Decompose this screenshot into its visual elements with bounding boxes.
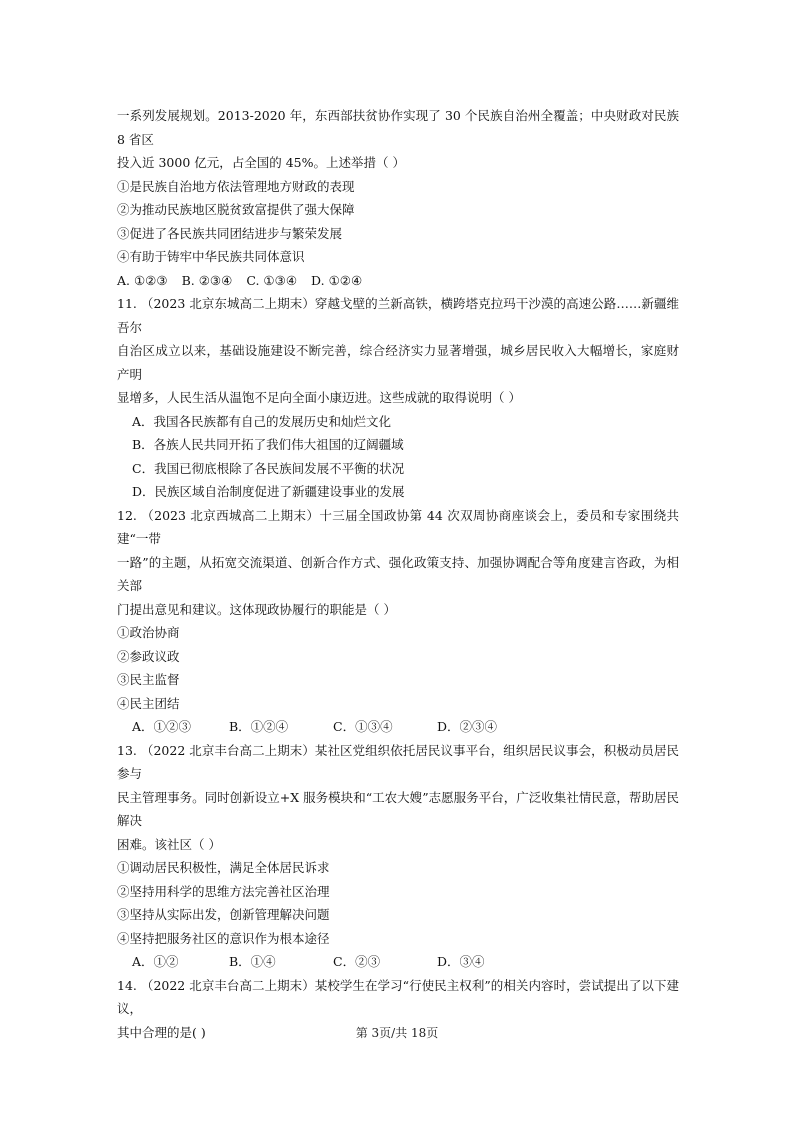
q13-stem-line2: 民主管理事务。同时创新设立+X 服务模块和“工农大嫂”志愿服务平台，广泛收集社情民意，帮助居民解决 <box>117 789 679 828</box>
q10-option-c: C. ①③④ <box>246 272 298 288</box>
q13-option-c: C．②③ <box>333 954 381 969</box>
q11-option-a: A．我国各民族都有自己的发展历史和灿烂文化 <box>132 413 392 429</box>
q12-statement-1: ①政治协商 <box>117 625 180 640</box>
q10-stem-line1: 一系列发展规划。2013-2020 年，东西部扶贫协作实现了 30 个民族自治州全覆盖；中央财政对民族 8 省区 <box>117 108 679 147</box>
q13-statement-4: ④坚持把服务社区的意识作为根本途径 <box>117 930 330 946</box>
q13-stem-line3: 困难。该社区（ ） <box>117 836 221 852</box>
q10-statement-2: ②为推动民族地区脱贫致富提供了强大保障 <box>117 202 355 217</box>
q12-statement-4: ④民主团结 <box>117 695 180 711</box>
page-footer: 第 3页/共 18页 <box>355 1026 439 1040</box>
q10-stem-line2: 投入近 3000 亿元，占全国的 45%。上述举措（ ） <box>117 155 405 170</box>
q11-option-d: D．民族区域自治制度促进了新疆建设事业的发展 <box>132 484 405 499</box>
q12-statement-3: ③民主监督 <box>117 672 180 687</box>
q12-option-b: B．①②④ <box>229 719 289 734</box>
q12-option-c: C．①③④ <box>333 719 393 734</box>
q13-statement-3: ③坚持从实际出发，创新管理解决问题 <box>117 907 330 922</box>
q11-stem-line3: 显增多，人民生活从温饱不足向全面小康迈进。这些成就的取得说明（ ） <box>117 390 521 405</box>
q10-statement-3: ③促进了各民族共同团结进步与繁荣发展 <box>117 225 343 241</box>
document-page <box>117 104 679 1044</box>
q11-option-c: C．我国已彻底根除了各民族间发展不平衡的状况 <box>132 460 405 476</box>
q13-statement-2: ②坚持用科学的思维方法完善社区治理 <box>117 883 330 899</box>
q14-stem-line1: 14. （2022 北京丰台高二上期末）某校学生在学习“行使民主权利”的相关内容时，尝试提出了以下建议， <box>117 977 679 1016</box>
q12-statement-2: ②参政议政 <box>117 648 180 664</box>
q11-stem-line1: 11. （2023 北京东城高二上期末）穿越戈壁的兰新高铁，横跨塔克拉玛干沙漠的高速公路……新疆维吾尔 <box>117 296 679 335</box>
q12-option-a: A．①②③ <box>132 719 192 734</box>
q13-options <box>117 950 679 974</box>
q10-options <box>117 269 679 293</box>
q10-option-b: B. ②③④ <box>181 272 233 288</box>
q13-option-d: D．③④ <box>437 954 485 969</box>
q12-stem-line3: 门提出意见和建议。这体现政协履行的职能是（ ） <box>117 601 396 617</box>
q13-option-a: A．①② <box>132 954 179 969</box>
q10-statement-4: ④有助于铸牢中华民族共同体意识 <box>117 249 305 264</box>
q13-stem-line1: 13. （2022 北京丰台高二上期末）某社区党组织依托居民议事平台，组织居民议事会，积极动员居民参与 <box>117 742 679 781</box>
q12-option-d: D．②③④ <box>437 719 498 734</box>
q11-stem-line2: 自治区成立以来，基础设施建设不断完善，综合经济实力显著增强，城乡居民收入大幅增长，家庭财产明 <box>117 343 679 382</box>
q13-statement-1: ①调动居民积极性，满足全体居民诉求 <box>117 860 330 875</box>
q12-stem-line2: 一路”的主题，从拓宽交流渠道、创新合作方式、强化政策支持、加强协调配合等角度建言咨政，为相关部 <box>117 554 679 593</box>
q12-stem-line1: 12. （2023 北京西城高二上期末）十三届全国政协第 44 次双周协商座谈会上，委员和专家围绕共建“一带 <box>117 507 679 546</box>
q11-option-b: B．各族人民共同开拓了我们伟大祖国的辽阔疆域 <box>132 437 404 452</box>
q14-stem-line2: 其中合理的是( ) <box>117 1024 206 1040</box>
q13-option-b: B．①④ <box>229 954 276 969</box>
q10-option-a: A. ①②③ <box>117 272 168 288</box>
q10-statement-1: ①是民族自治地方依法管理地方财政的表现 <box>117 178 355 194</box>
q12-options <box>117 715 679 739</box>
q10-option-d: D. ①②④ <box>311 272 363 288</box>
